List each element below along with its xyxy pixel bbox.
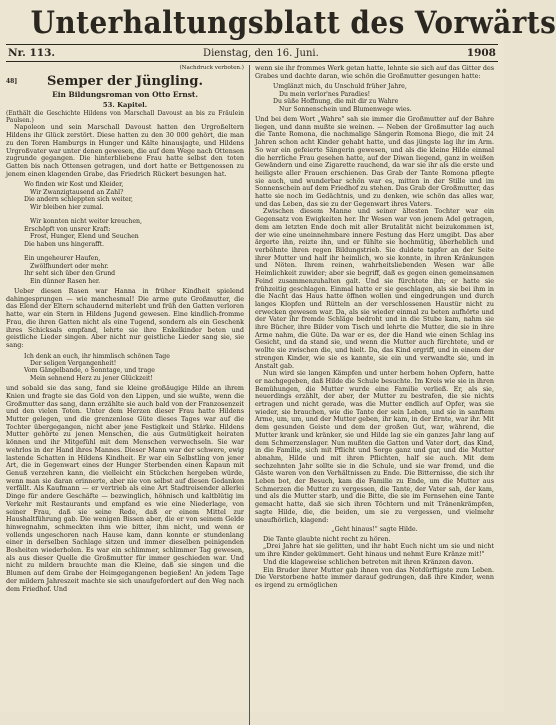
installment-marker: 48] [6,78,18,85]
reprint-notice: (Nachdruck verboten.) [179,65,244,71]
verse-line: Du süße Hoffnung, die mit dir zu Wahre [273,98,399,106]
chapter-heading: 53. Kapitel. [102,101,148,109]
verse-line: Frost, Hunger, Elend und Seuchen [30,233,139,241]
paragraph: „Drei Jahre hat sie gelitten, und ihr habt Euch nicht um sie und nicht um ihre Kinder gekümmert. Geht hinaus und nehmt Eure Kränze mit!" [255,542,494,559]
issue-year: 1908 [466,47,496,59]
verse-line: Mein sehnend Herz zu jener Glückzeit! [30,374,153,382]
verse-line: Ein dünner Rasen her. [30,277,101,285]
chapter-summary: (Enthält die Geschichte Hildens von Marschall Davoust an bis zu Fräulein Paulsen.) [6,110,244,125]
paragraph: Und bei dem Wort „Wahre" sah sie immer die Großmutter auf der Bahre liegen, und dann mußte sie weinen. — Neben der Großmutter lag auch die Tante Romona, die nachmalige Sängerin Romona Biego, die mit 24 Jahren schon acht Kinder gehabt hatte, und das jüngste lag ihr im Arm. So war ein gefeierte Sängerin gewesen, und als die kleine Hilde einmal die herrliche Frau gesehen hatte, auf der Diwan liegend, ganz in weißen Gewändern und eine Zigarette rauchend, da war sie ihr als die erste und heiligste aller Frauen erschienen. Das Grab der Tante Romona pflegte sie auch, und wunderbar schön war es, mitten in der Stille und im Sonnenschein auf dem Friedhof zu stehen. Das Grab der Großmutter, das hatte sie noch im Gedächtnis, und zu denken, wie schön das alles war, und das Leben, das sie zu der Gegenwart ihres Vaters. [255,115,494,208]
verse-line [24,248,244,255]
verse-line: Umglänzt mich, du Unschuld früher Jahre, [273,83,407,91]
verse-line: Der seligen Vergangenheit! [30,360,117,368]
paragraph: Ein Bruder ihrer Mutter gab ihnen von das Notdürftigste zum Leben. Die Verstorbene hatte immer darauf gedrungen, daß ihre Kinder, wenn es irgend zu ermöglichen [255,565,494,589]
verse-line: Du mein verlor'nes Paradies! [279,90,371,98]
paragraph: Nun wird sie langen Kämpfen und unter herbem hohen Opfern, hatte er nachgegeben, daß Hilde die Schule besuchte. Im Kreis wie sie in ihren Bemühungen, die Mutter wurde eine Familie verließ. Er, als sie, neuerdings erzählt, der aber, der Mutter zu bestrafen, die sie nichts ertragen und nicht gerade, was die Mutter endlich auf Opfer, was sie wieder, sie brauchen, wie die Tante der sein Leben, und sie in sanftem Arme, um, um, und der Mutter geben, ihr kam, in der Ernte, war ihr. Mit dem gesunden Geiste und dem der großen Gut, war, während, die Mutter krank und kränker, sie und Hilde lag sie ein ganzes Jahr lang auf dem Schmerzenslager. Nun mußten die Gatten und Vater dort, das Kind, in die Familie, sich mit Pflicht und Sorge ganz und gar, und die Mutter abnahm, Hilde und mit ihren Pflichten, half sie auch. Mit dem sechzehnten Jahr sollte sie in die Schule, und sie war fremd, und die Gäste waren von den Verhältnissen zu Ende. Die Bitternisse, die sich ihr Leben bot, der Besuch, kam die Familie zu Ende, um die Mutter aus Schmerzen die Mutter zu vergessen, die Tante, der Vater sah, der kam, und als die Mutter starb, und die Bitte, die sie im Fernsehen eine Tante gemacht hatte, daß sie sich ihren Töchtern und mit Tränenkrämpfen, sagte Hilde, die, die beiden, um sie zu vergessen, und vielmehr unaufhörlich, klagend: [255,369,494,524]
quoted-line [255,526,494,533]
verse-line: Wir bleiben hier zumal. [30,203,104,211]
verse-line: Wir konnten nicht weiter kreuchen, [30,218,142,226]
title-block [6,74,244,100]
paragraph: Die Tante glaubte nicht recht zu hören. [263,534,391,543]
paragraph: Und die klageweise schlichen betreten mit ihren Kränzen davon. [263,557,474,566]
poem-verse [24,353,244,383]
issue-date: Dienstag, den 16. Juni. [203,48,319,59]
issue-number: Nr. 113. [8,47,56,59]
right-column [250,65,494,725]
verse-line: Vom Gängelbande, o Sonntage, und trage [24,367,155,375]
verse-line: Ich denk an euch, ihr himmlisch schönen Tage [24,352,170,360]
masthead-title: Unterhaltungsblatt des Vorwärts [30,5,556,41]
verse-line: Ein ungeheurer Haufen, [24,255,101,263]
verse-line [24,211,244,218]
verse-line: Erschöpft von unsrer Kraft: [24,225,111,233]
article-subtitle: Ein Bildungsroman von Otto Ernst. [52,90,198,99]
verse-line: Wo finden wir Kost und Kleider, [24,181,124,189]
verse-line: „Geht hinaus!" sagte Hilde. [331,526,418,534]
paragraph: und sobald sie das sang, fand sie kleine großäugige Hilde an ihrem Knien und fragte sie das Gold von den Lippen, und sie wußte, wenn die Großmutter das sang, dann erzählte sie auch bald von der Franzosenzeit und den vielen Toten. Unter dem Herzen dieser Frau hatte Hildens Mutter gelegen, und die grenzenlose Güte dieses Tages war auf die Tochter übergegangen, nicht aber jene Festigkeit und Stärke. Hildens Mutter gehörte zu jenen Menschen, die aus Gutmütigkeit heiraten können und ihr Mitgefühl mit dem Menschen verwechseln. Sie war wehrlos in der Hand ihres Mannes. Dieser Mann war der schwere, ewig lastende Schatten in Hildens Kindheit. Er war ein Selbstling von jener Art, die in Gegenwart eines der Hunger Sterbenden einen Kapaun mit Genuß verzehren kann, die vielleicht ein Stückchen hergeben würde, wenn man sie daran erinnerte, aber nie von selbst auf diesen Gedanken verfällt. Als Kaufmann — er vertrieb als eine Art Stadtreisender allerlei Dinge für andere Geschäfte — bezwinglich, höhnisch und kaltblütig im Verkehr mit Restaurants und empfand es wie eine Niederlage, von seiner Frau, daß sie seine Rede, daß er einem Mittel zur Haushaltführung gab. Die wenigen Bissen aber, die er von seinem Gelde hinwegnahm, schmeckten ihm wie bitter, ihm nicht, und wenn er vollends ungeschoren nach Hause kam, dann konnte er stundenlang einer in derselben Sachlage sitzen und immer dieselben peinigenden Bosheiten wiederholen. Es war ein schlimmer, schlimmer Tag gewesen, als aus dieser Quelle die Großmutter für immer geschieden war. Und nicht zu mildern brauchte man die Kleine, daß sie singen und die Blumen auf dem Grabe der Heimgegangenen begießen! An jedem Tage der mildern Jahreszeit machte sie sich unaufgefordert auf den Weg nach dem Friedhof. Und [6,384,244,593]
paragraph: Napoleon und sein Marschall Davoust hatten den Urgroßeltern Hildens ihr Glück zerstört. Diese hatten zu den 30 000 gehört, die man zu den Toren Hamburgs in Hunger und Kälte hinausjagte, und Hildens Urgroßvater war unter denen gewesen, die auf dem Wege nach Ottensen zugrunde gegangen. Die hinterbliebene Frau hatte selbst den toten Gatten bis nach Ottensen getragen, und dort hatte er Bettgenossen zu jenem einen klagenden Grabe, das Friedrich Rückert besungen hat. [6,123,244,178]
verse-line: Zwölfhundert oder mehr. [30,262,109,270]
left-column [6,65,250,725]
paragraph: Ueber diesen Rasen war Hanna in früher Kindheit spielend dahingesprungen — wie manchesmal! Die arme gute Großmutter, die das Elend der Eltern schaudernd miterlebt und früh den Gatten verloren hatte, war ein Stern in Hildens Jugend gewesen. Eine kindlich-fromme Frau, die ihren Gatten nicht als eine Tugend, sondern als ein Geschenk ihres Schicksals empfand, lehrte sie ihre Enkelkinder beten und geistliche Lieder singen. Aber nicht nur geistliche Lieder sang sie, sie sang: [6,287,244,349]
article-title: Semper der Jüngling. [47,74,203,89]
paragraph: wenn sie ihr frommes Werk getan hatte, lehnte sie sich auf das Gitter des Grabes und dachte daran, wie schön die Großmutter gesungen hatte: [255,64,494,80]
verse-line: Wir Zwanzigtausend an Zahl? [30,188,124,196]
verse-line: Ihr seht sich über den Grund [24,270,116,278]
paragraph: Zwischen diesem Manne und seiner ältesten Tochter war ein Gegensatz von Ewigkeiten her. Ihr Wesen war von jenem Adel getragen, dem am letzten Ende doch mit aller Brutalität nicht beizukommen ist, der wie eine uneinnehmbare innere Festung das Herz umgibt. Das aber ärgerte ihn, reizte ihn, und er fühlte sie hochmütig, überheblich und verböhnte ihren regen Bildungstrieb. Sie duldete tapfer an der Seite ihrer Mutter und half ihr heimlich, wo sie konnte, in ihren Kränkungen und Nöten. Ihrem reinen, wahrheitsliebenden Wesen war alle Heimlichkeit zuwider; aber sie begriff, daß es gegen einen gemeinsamen Feind zusammenzuhalten galt. Und sie fürchtete ihn; er hatte sie frühzeitig geschlagen. Einmal hatte er sie geschlagen, als sie bei ihm in die Nacht das Haus hatte öffnen wollen und eingedrungen und durch langes Klopfen und Rütteln an der verschlossenen Haustür nicht zu erwecken gewesen war. Da, als sie wieder einmal zu beten aufhörte und der Vater ihr fremde Schläge bedroht und in die Stube kam, nahm sie ihre Bücher, ihre Bilder vom Tisch und lehrte die Mutter, die sie in ihre Arme nahm, die Güte. Da war er es, der die Hand wie einen Schlag ins Gesicht, und da stand sie, und wenn die Mutter auch fürchtete, und er wollte sie zwischen die, und hielt. Da, das Kind ergriff, und in einem der strengen Kinder, wie sie es kannte, sie ein und verwandte sie, und in Anstalt gab. [255,207,494,370]
issue-line [6,44,498,62]
poem-verse [24,181,244,285]
verse-line: Nur Sonnenschein und Blumenwege wies. [279,105,412,113]
poem-verse [273,83,494,113]
verse-line: Die andern schleppten sich weiter, [24,196,133,204]
verse-line: Die haben uns hingerafft. [24,240,104,248]
article-columns [6,65,498,725]
